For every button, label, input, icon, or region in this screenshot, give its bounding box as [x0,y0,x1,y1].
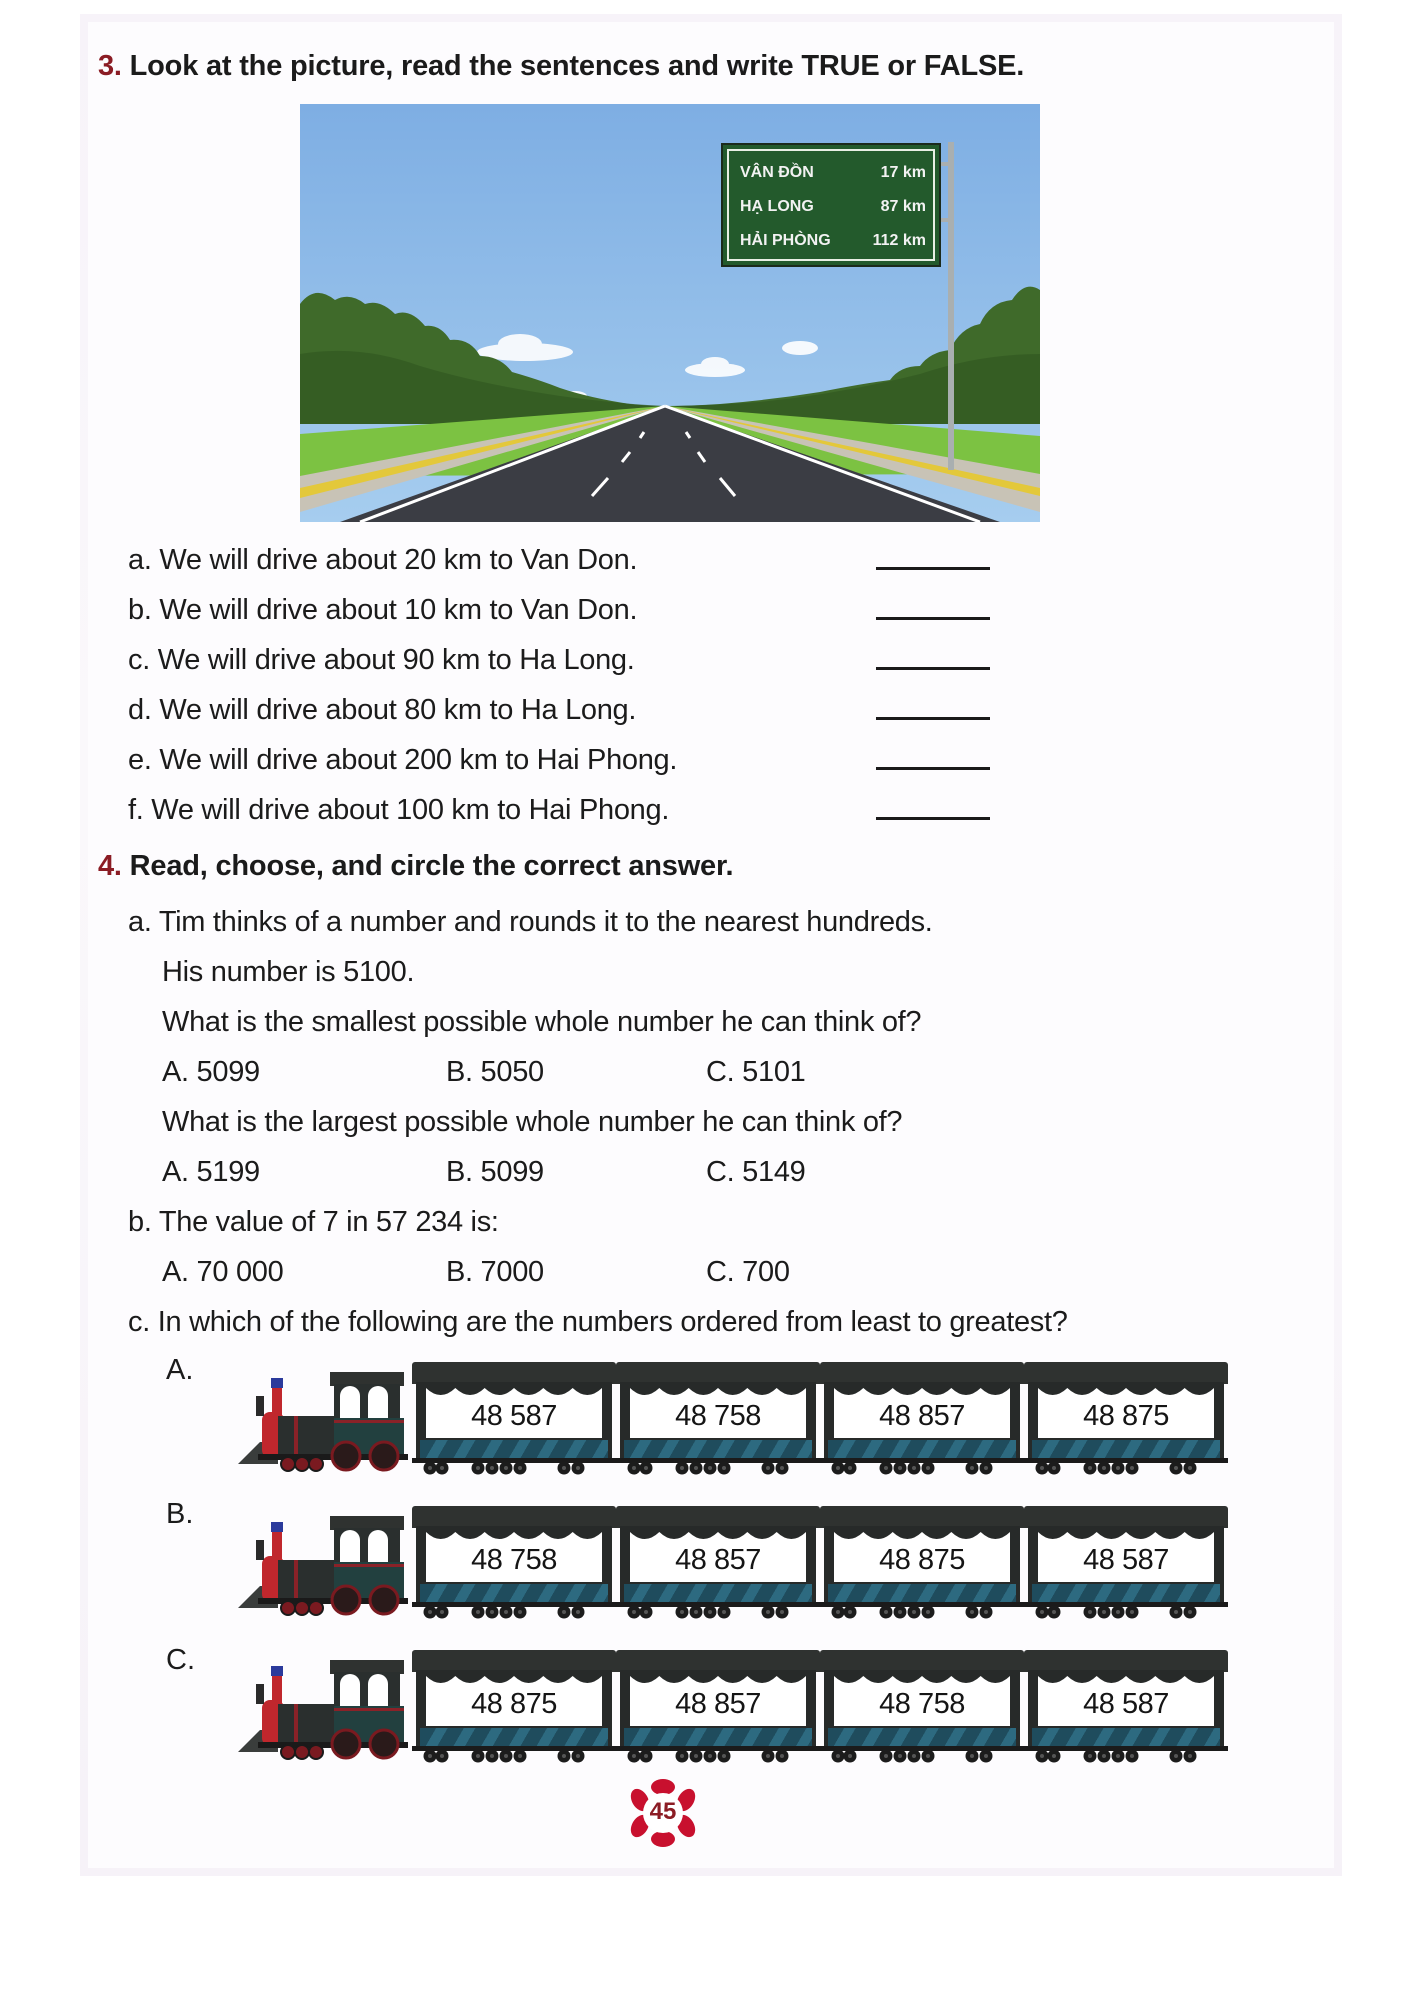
statement-text: We will drive about 20 km to Van Don. [159,544,638,576]
train-c[interactable] [238,1644,1238,1764]
sign-distance: 112 km [872,232,926,249]
car-roof [412,1506,616,1528]
option-c[interactable]: C. 700 [706,1256,790,1288]
option-b[interactable]: B. 5099 [446,1156,544,1188]
option-a[interactable]: A. 70 000 [162,1256,284,1288]
statement-label: d. [128,694,152,726]
train-b[interactable] [238,1500,1238,1620]
car-stripe [624,1728,812,1746]
exercise-4-heading [98,850,733,883]
statement-b [128,594,637,627]
car-wheels-icon [620,1604,816,1618]
car-wheels-icon [416,1460,612,1474]
statement-text: We will drive about 100 km to Hai Phong. [151,794,670,826]
sign-place: HẠ LONG [740,198,814,215]
page-number: 45 [649,1798,677,1825]
statement-label: a. [128,544,152,576]
option-c[interactable]: C. 5101 [706,1056,806,1088]
car-number: 48 758 [675,1400,761,1432]
car-wheels-icon [416,1604,612,1618]
locomotive-icon [238,1356,418,1476]
car-wheels-icon [824,1460,1020,1474]
statement-f [128,794,669,827]
statement-e [128,744,677,777]
part-text: The value of 7 in 57 234 is: [158,1206,499,1238]
car-stripe [420,1728,608,1746]
train-car [824,1506,1020,1616]
car-stripe [420,1440,608,1458]
page-number-badge [628,1778,698,1848]
car-stripe [1032,1584,1220,1602]
part-a-line2: His number is 5100. [162,956,415,988]
part-c-question [128,1306,1068,1339]
car-stripe [828,1728,1016,1746]
answer-blank-d[interactable] [876,717,990,720]
part-label: c. [128,1306,150,1338]
option-b[interactable]: B. 5050 [446,1056,544,1088]
statement-d [128,694,636,727]
answer-blank-c[interactable] [876,667,990,670]
car-number: 48 857 [675,1544,761,1576]
exercise-number: 4. [98,850,122,882]
train-car [620,1506,816,1616]
train-car [416,1362,612,1472]
car-roof [616,1362,820,1384]
part-a-question-smallest: What is the smallest possible whole number he can think of? [162,1006,922,1038]
car-number: 48 875 [879,1544,965,1576]
highway-illustration [300,104,1040,522]
part-a-question-largest: What is the largest possible whole number he can think of? [162,1106,903,1138]
car-number: 48 587 [1083,1688,1169,1720]
statement-text: We will drive about 200 km to Hai Phong. [159,744,678,776]
statement-text: We will drive about 90 km to Ha Long. [157,644,635,676]
car-roof [820,1506,1024,1528]
car-wheels-icon [1028,1748,1224,1762]
train-car [824,1650,1020,1760]
car-number: 48 758 [471,1544,557,1576]
car-number: 48 587 [471,1400,557,1432]
part-b-question [128,1206,499,1239]
car-number: 48 857 [675,1688,761,1720]
sign-row [740,232,926,266]
locomotive-icon [238,1500,418,1620]
sign-distance: 17 km [880,164,926,181]
train-option-label-c[interactable]: C. [166,1644,195,1676]
car-roof [820,1650,1024,1672]
car-stripe [420,1584,608,1602]
train-car [1028,1362,1224,1472]
train-a[interactable] [238,1356,1238,1476]
part-label: a. [128,906,152,938]
statement-c [128,644,635,677]
train-option-label-a[interactable]: A. [166,1354,194,1386]
car-roof [1024,1506,1228,1528]
sign-row [740,164,926,198]
sign-pole [948,142,954,470]
car-number: 48 587 [1083,1544,1169,1576]
train-car [1028,1650,1224,1760]
statement-label: f. [128,794,144,826]
exercise-instruction: Read, choose, and circle the correct answer. [129,850,734,882]
option-b[interactable]: B. 7000 [446,1256,544,1288]
sign-place: HẢI PHÒNG [740,232,831,249]
statement-label: b. [128,594,152,626]
answer-blank-a[interactable] [876,567,990,570]
car-wheels-icon [620,1460,816,1474]
part-text: In which of the following are the numbers ordered from least to greatest? [157,1306,1068,1338]
statement-text: We will drive about 10 km to Van Don. [159,594,638,626]
car-wheels-icon [416,1748,612,1762]
highway-picture [300,104,1040,522]
car-wheels-icon [824,1748,1020,1762]
sign-distance: 87 km [880,198,926,215]
car-roof [412,1362,616,1384]
exercise-instruction: Look at the picture, read the sentences and write TRUE or FALSE. [129,50,1025,82]
scan-margin [80,0,580,14]
car-roof [1024,1362,1228,1384]
car-number: 48 875 [1083,1400,1169,1432]
car-wheels-icon [1028,1604,1224,1618]
car-roof [820,1362,1024,1384]
option-a[interactable]: A. 5099 [162,1056,260,1088]
part-a-line1 [128,906,933,939]
car-roof [616,1506,820,1528]
car-number: 48 857 [879,1400,965,1432]
train-car [1028,1506,1224,1616]
car-wheels-icon [620,1748,816,1762]
answer-blank-f[interactable] [876,817,990,820]
car-roof [412,1650,616,1672]
car-stripe [1032,1440,1220,1458]
exercise-number: 3. [98,50,122,82]
train-car [416,1506,612,1616]
car-wheels-icon [824,1604,1020,1618]
car-wheels-icon [1028,1460,1224,1474]
answer-blank-b[interactable] [876,617,990,620]
car-stripe [1032,1728,1220,1746]
answer-blank-e[interactable] [876,767,990,770]
train-option-label-b[interactable]: B. [166,1498,194,1530]
car-stripe [624,1440,812,1458]
sign-rows [740,164,926,266]
part-label: b. [128,1206,152,1238]
train-car [416,1650,612,1760]
car-number: 48 875 [471,1688,557,1720]
locomotive-icon [238,1644,418,1764]
train-car [620,1650,816,1760]
sign-row [740,198,926,232]
option-a[interactable]: A. 5199 [162,1156,260,1188]
exercise-3-heading [98,50,1024,83]
car-stripe [624,1584,812,1602]
train-car [824,1362,1020,1472]
car-stripe [828,1440,1016,1458]
statement-label: c. [128,644,150,676]
sign-place: VÂN ĐỒN [740,164,814,181]
car-stripe [828,1584,1016,1602]
statement-text: We will drive about 80 km to Ha Long. [159,694,637,726]
statement-a [128,544,637,577]
option-c[interactable]: C. 5149 [706,1156,806,1188]
car-number: 48 758 [879,1688,965,1720]
train-car [620,1362,816,1472]
car-roof [616,1650,820,1672]
part-text: Tim thinks of a number and rounds it to the nearest hundreds. [158,906,933,938]
car-roof [1024,1650,1228,1672]
statement-label: e. [128,744,152,776]
